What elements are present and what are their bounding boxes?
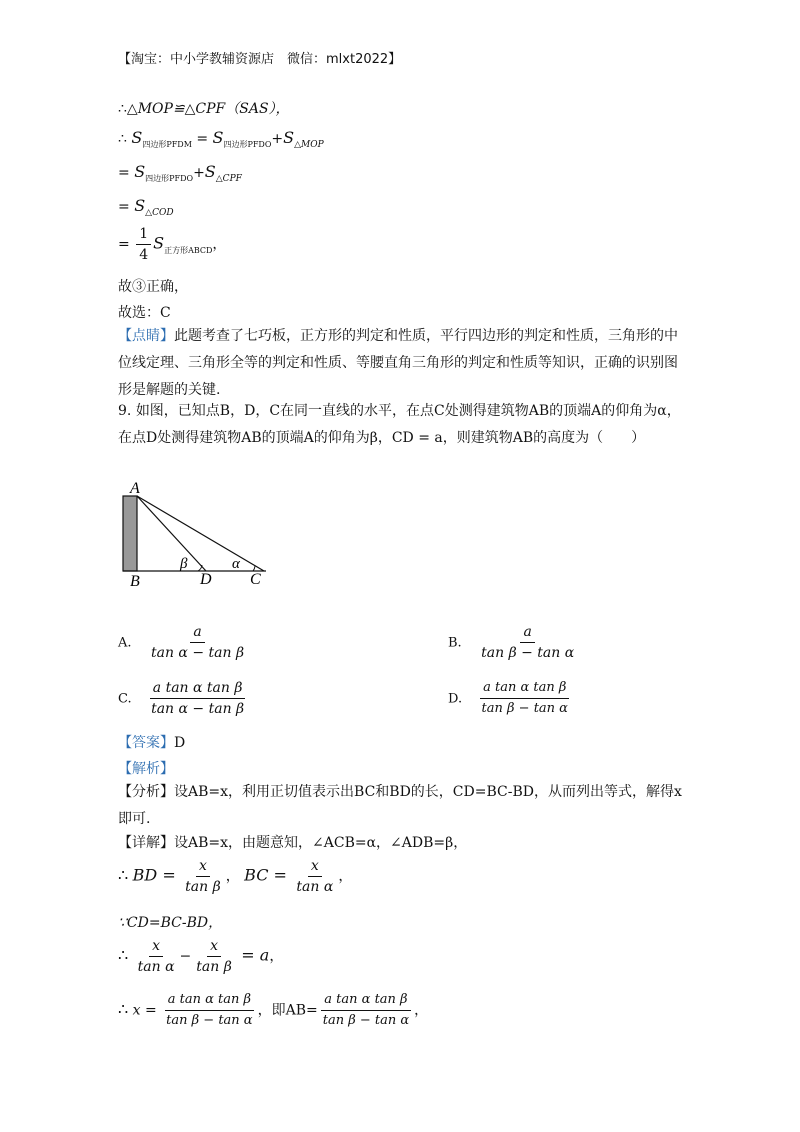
building-figure bbox=[118, 478, 278, 590]
proof-line-2: ∴ $S_{四边形PFDM} = S_{四边形PFDO}+S_{\triangle MOP}$ bbox=[118, 128, 324, 150]
step-4: ∴ x = $\frac{\text{a tan α tan β}}{\text{tan β − tan α}}$ ，即AB= $\frac{\text{a tan α tan β}}{\text{tan β − tan α}}$ ， bbox=[118, 992, 429, 1028]
label-C: C bbox=[250, 571, 261, 588]
label-D: D bbox=[200, 571, 212, 588]
question-number: 9. bbox=[118, 403, 132, 419]
question-9 bbox=[118, 398, 683, 452]
page-header: 【淘宝：中小学教辅资源店 微信：mlxt2022】 bbox=[118, 52, 402, 67]
answer-line bbox=[118, 732, 185, 752]
fenxi-text: 设AB=x，利用正切值表示出BC和BD的长，CD=BC-BD，从而列出等式，解得x即可. bbox=[118, 784, 682, 827]
step-2: ∵CD=BC-BD， bbox=[118, 915, 223, 931]
congruence-statement: △MOP≌△CPF（SAS）， bbox=[126, 101, 290, 117]
proof-line-5: = $\frac{1}{4}$ $S_{正方形ABCD}$， bbox=[118, 226, 227, 263]
option-b: B. $\frac{a}{\text{tan β − tan α}}$ bbox=[448, 624, 575, 661]
building-rect bbox=[123, 496, 137, 571]
conclusion-text: 故③正确， bbox=[118, 279, 188, 295]
label-A: A bbox=[130, 480, 140, 497]
question-text: 如图，已知点B，D，C在同一直线的水平，在点C处测得建筑物AB的顶端A的仰角为α，在点D处测得建筑物AB的顶端A的仰角为β，CD = a，则建筑物AB的高度为（ ） bbox=[118, 403, 681, 446]
detail-label: 【详解】 bbox=[118, 835, 174, 851]
option-a: A. $\frac{a}{\text{tan α − tan β}}$ bbox=[118, 624, 245, 661]
quarter-fraction: $\frac{1}{4}$ bbox=[136, 226, 151, 263]
line-AC bbox=[137, 496, 264, 571]
proof-line-4: = $S_{\triangle COD}$ bbox=[118, 196, 174, 218]
analysis-label: 【解析】 bbox=[118, 761, 174, 777]
step-3: ∴ $\frac{x}{\text{tan α}}$ − $\frac{x}{\text{tan β}}$ = a， bbox=[118, 938, 284, 975]
answer-label: 【答案】 bbox=[118, 735, 174, 751]
detail-line bbox=[118, 832, 467, 852]
proof-line-1 bbox=[118, 98, 290, 118]
step-1: ∴ BD = $\frac{x}{\text{tan β}}$ ， BC = $\frac{x}{\text{tan α}}$ ， bbox=[118, 858, 353, 895]
line-AD bbox=[137, 496, 206, 571]
proof-line-3: = $S_{四边形PFDO}+S_{\triangle CPF}$ bbox=[118, 162, 242, 184]
option-c: C. $\frac{\text{a tan α tan β}}{\text{tan α − tan β}}$ bbox=[118, 680, 245, 717]
detail-text: 设AB=x，由题意知，∠ACB=α，∠ADB=β， bbox=[174, 835, 468, 851]
fenxi-paragraph bbox=[118, 779, 683, 833]
comment-text: 此题考查了七巧板，正方形的判定和性质，平行四边形的判定和性质，三角形的中位线定理、三角形全等的判定和性质、等腰直角三角形的判定和性质等知识，正确的识别图形是解题的关键. bbox=[118, 328, 678, 398]
therefore-symbol: ∴ bbox=[118, 101, 127, 117]
fenxi-label: 【分析】 bbox=[118, 784, 174, 800]
answer-value: D bbox=[174, 735, 186, 751]
choice-text: 故选：C bbox=[118, 305, 171, 321]
option-d: D. $\frac{\text{a tan α tan β}}{\text{tan β − tan α}}$ bbox=[448, 680, 568, 716]
comment-paragraph bbox=[118, 323, 683, 404]
label-B: B bbox=[130, 573, 140, 590]
label-alpha: α bbox=[232, 556, 240, 572]
label-beta: β bbox=[180, 556, 188, 572]
comment-label: 【点睛】 bbox=[118, 328, 174, 344]
